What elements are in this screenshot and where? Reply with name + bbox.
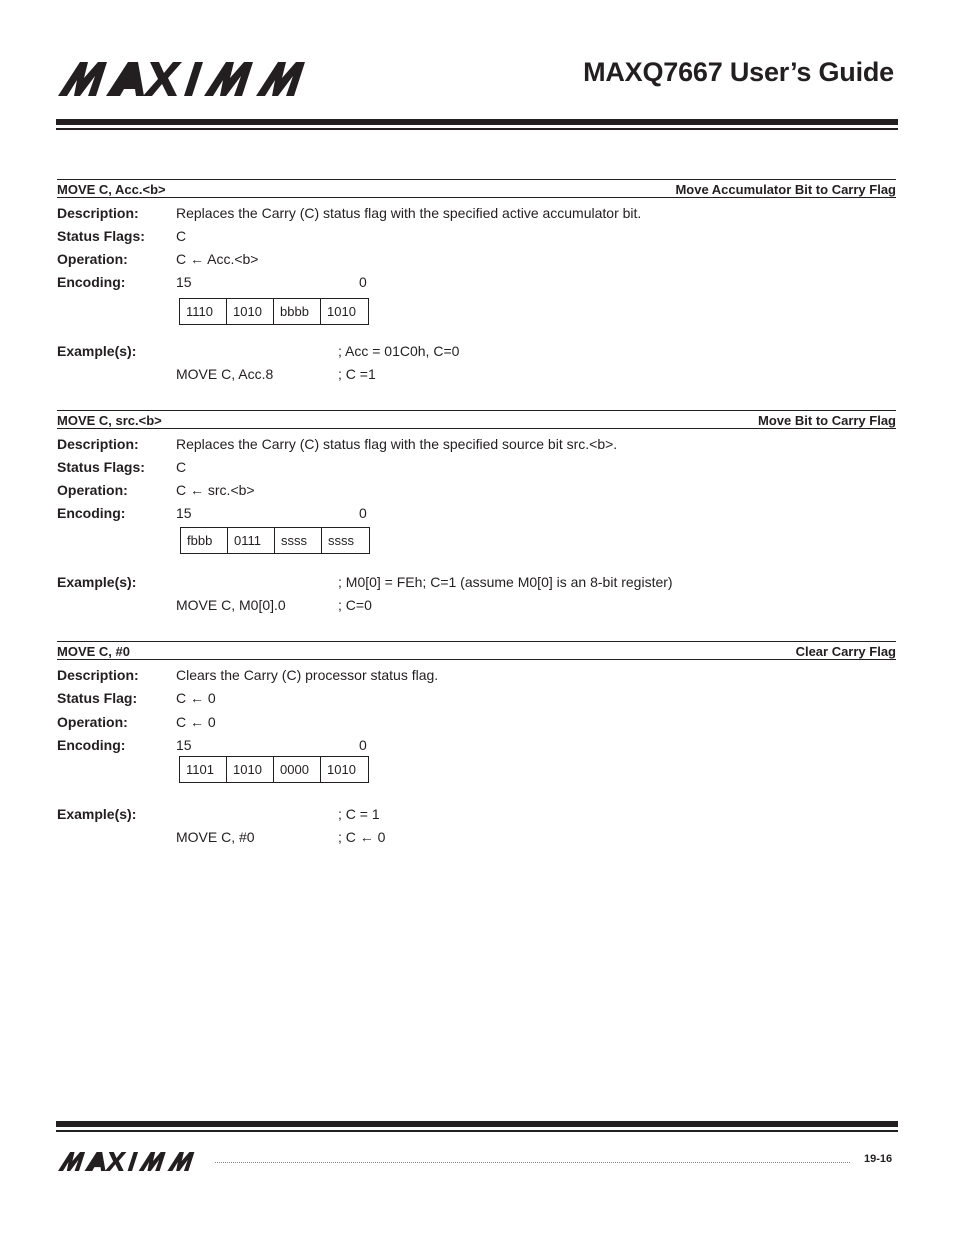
examples-label: Example(s): — [57, 806, 137, 822]
examples-label: Example(s): — [57, 343, 137, 359]
section-top-rule — [57, 179, 896, 180]
status-flags-label: Status Flags: — [57, 228, 145, 244]
description-text: Replaces the Carry (C) status flag with the specified active accumulator bit. — [176, 205, 642, 221]
description-label: Description: — [57, 436, 139, 452]
instruction-summary: Move Bit to Carry Flag — [758, 413, 896, 428]
operation-label: Operation: — [57, 714, 128, 730]
encoding-cell: 1010 — [227, 757, 274, 782]
operation-label: Operation: — [57, 251, 128, 267]
example-comment: ; Acc = 01C0h, C=0 — [338, 343, 460, 359]
example-comment: ; M0[0] = FEh; C=1 (assume M0[0] is an 8-bit register) — [338, 574, 673, 590]
instruction-mnemonic: MOVE C, #0 — [57, 644, 130, 659]
encoding-table — [180, 527, 370, 554]
example-comment: ; C ← 0 — [338, 829, 386, 845]
operation-value: C ← Acc.<b> — [176, 251, 259, 267]
examples-label: Example(s): — [57, 574, 137, 590]
encoding-label: Encoding: — [57, 274, 126, 290]
encoding-label: Encoding: — [57, 737, 126, 753]
example-comment: ; C = 1 — [338, 806, 380, 822]
footer-rule-thin — [56, 1130, 898, 1132]
description-text: Clears the Carry (C) processor status flag. — [176, 667, 439, 683]
example-comment: ; C=0 — [338, 597, 372, 613]
instruction-summary: Clear Carry Flag — [795, 644, 896, 659]
example-code: MOVE C, Acc.8 — [176, 366, 274, 382]
encoding-cell: ssss — [328, 533, 354, 548]
encoding-bit-high: 15 — [176, 737, 192, 753]
operation-value: C ← src.<b> — [176, 482, 255, 498]
section-header-rule — [57, 659, 896, 660]
encoding-cell: 0111 — [228, 528, 275, 553]
description-label: Description: — [57, 205, 139, 221]
document-title: MAXQ7667 User’s Guide — [583, 57, 894, 87]
encoding-cell: 1010 — [227, 299, 274, 324]
encoding-cell: 0000 — [274, 757, 321, 782]
encoding-bit-high: 15 — [176, 505, 192, 521]
encoding-cell: 1110 — [180, 299, 227, 324]
footer-rule-thick — [56, 1121, 898, 1127]
status-flags-value: C — [176, 228, 187, 244]
encoding-cell: 1010 — [327, 304, 356, 319]
instruction-mnemonic: MOVE C, Acc.<b> — [57, 182, 166, 197]
description-label: Description: — [57, 667, 139, 683]
description-text: Replaces the Carry (C) status flag with the specified source bit src.<b>. — [176, 436, 618, 452]
encoding-cell: 1101 — [180, 757, 227, 782]
operation-value: C ← 0 — [176, 714, 216, 730]
footer-dotted-rule — [215, 1162, 850, 1163]
encoding-bit-high: 15 — [176, 274, 192, 290]
encoding-cell: 1010 — [327, 762, 356, 777]
status-flags-value: C — [176, 459, 187, 475]
section-header-rule — [57, 428, 896, 429]
encoding-table — [179, 298, 369, 325]
instruction-summary: Move Accumulator Bit to Carry Flag — [675, 182, 896, 197]
encoding-bit-low: 0 — [359, 505, 367, 521]
encoding-cell: bbbb — [274, 299, 321, 324]
encoding-cell: ssss — [275, 528, 322, 553]
header-rule-thin — [56, 128, 898, 130]
status-flag-label: Status Flag: — [57, 690, 138, 706]
example-comment: ; C =1 — [338, 366, 376, 382]
instruction-mnemonic: MOVE C, src.<b> — [57, 413, 162, 428]
section-header-rule — [57, 197, 896, 198]
maxim-footer-logo — [58, 1152, 206, 1171]
operation-label: Operation: — [57, 482, 128, 498]
encoding-bit-low: 0 — [359, 737, 367, 753]
example-code: MOVE C, M0[0].0 — [176, 597, 286, 613]
section-top-rule — [57, 641, 896, 642]
status-flags-label: Status Flags: — [57, 459, 145, 475]
encoding-bit-low: 0 — [359, 274, 367, 290]
status-flag-value: C ← 0 — [176, 690, 216, 706]
example-code: MOVE C, #0 — [176, 829, 255, 845]
encoding-label: Encoding: — [57, 505, 126, 521]
page-number: 19-16 — [864, 1153, 893, 1165]
header-rule-thick — [56, 119, 898, 125]
section-top-rule — [57, 410, 896, 411]
maxim-logo — [58, 62, 326, 96]
encoding-table — [179, 756, 369, 783]
encoding-cell: fbbb — [181, 528, 228, 553]
